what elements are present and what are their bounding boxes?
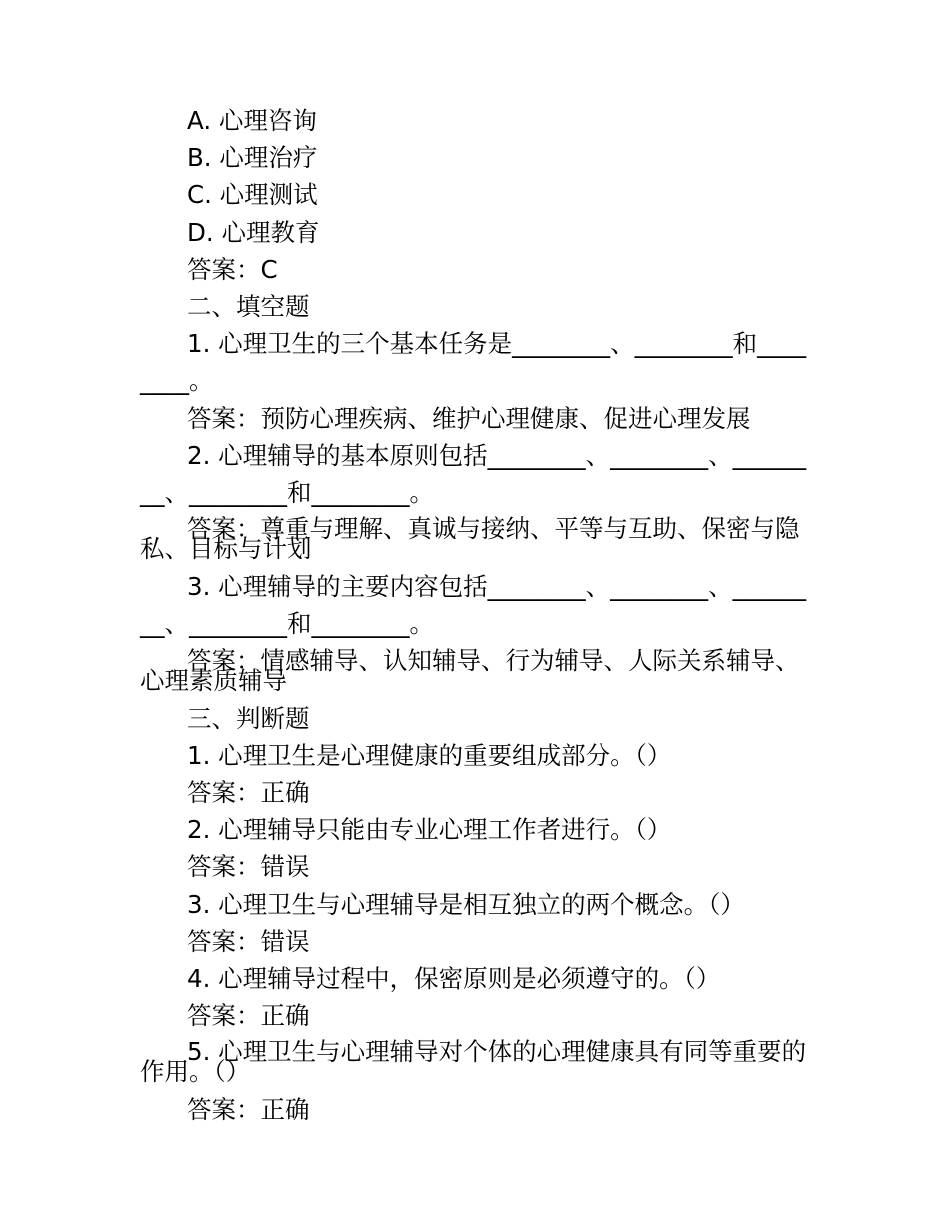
- fill-blank-question-1: 1. 心理卫生的三个基本任务是________、________和________。: [140, 329, 807, 396]
- true-false-question-1: 1. 心理卫生是心理健康的重要组成部分。（）: [187, 740, 672, 770]
- true-false-question-5: 5. 心理卫生与心理辅导对个体的心理健康具有同等重要的作用。（）: [140, 1037, 807, 1087]
- true-false-answer-2: 答案：错误: [187, 852, 310, 882]
- true-false-question-2: 2. 心理辅导只能由专业心理工作者进行。（）: [187, 815, 672, 845]
- fill-blank-question-3: 3. 心理辅导的主要内容包括________、________、________、________和________。: [140, 572, 807, 639]
- fill-blank-answer-1: 答案：预防心理疾病、维护心理健康、促进心理发展: [187, 403, 751, 433]
- option-b: B. 心理治疗: [187, 143, 318, 173]
- true-false-answer-1: 答案：正确: [187, 778, 310, 808]
- option-d: D. 心理教育: [187, 217, 320, 247]
- true-false-question-3: 3. 心理卫生与心理辅导是相互独立的两个概念。（）: [187, 889, 745, 919]
- fill-blank-answer-2: 答案：尊重与理解、真诚与接纳、平等与互助、保密与隐私、目标与计划: [140, 514, 800, 564]
- true-false-answer-5: 答案：正确: [187, 1095, 310, 1125]
- option-c: C. 心理测试: [187, 180, 318, 210]
- document-page: [140, 102, 812, 1129]
- section-heading-fill-blank: 二、填空题: [187, 292, 310, 322]
- section-heading-true-false: 三、判断题: [187, 703, 310, 733]
- option-a: A. 心理咨询: [187, 106, 317, 135]
- fill-blank-question-2: 2. 心理辅导的基本原则包括________、________、________、________和________。: [140, 440, 807, 508]
- true-false-answer-3: 答案：错误: [187, 926, 310, 956]
- fill-blank-answer-3: 答案：情感辅导、认知辅导、行为辅导、人际关系辅导、心理素质辅导: [140, 645, 800, 695]
- answer-choice: 答案：C: [187, 254, 278, 284]
- true-false-answer-4: 答案：正确: [187, 1001, 310, 1031]
- true-false-question-4: 4. 心理辅导过程中，保密原则是必须遵守的。（）: [187, 964, 721, 994]
